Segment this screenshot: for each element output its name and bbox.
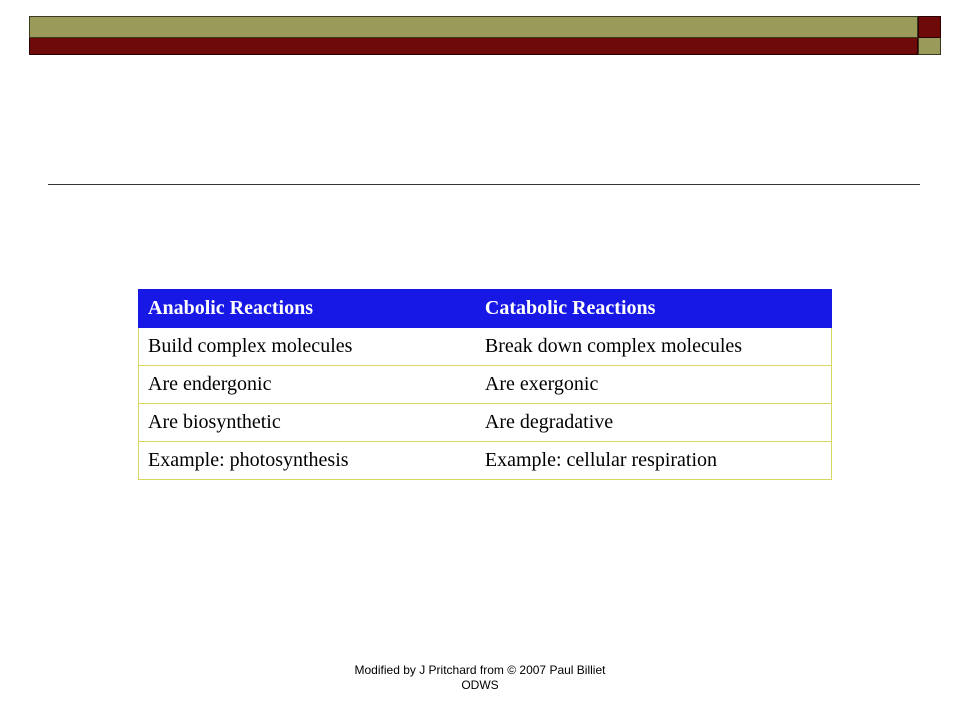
table-cell: Example: photosynthesis xyxy=(139,442,485,480)
table-row xyxy=(139,442,832,480)
table-header-cell: Catabolic Reactions xyxy=(485,290,832,328)
table-header-row xyxy=(139,290,832,328)
slide-footer xyxy=(0,663,960,693)
table-row xyxy=(139,366,832,404)
table-cell: Build complex molecules xyxy=(139,328,485,366)
footer-organization-line: ODWS xyxy=(461,678,499,692)
table-cell: Are endergonic xyxy=(139,366,485,404)
corner-square-maroon xyxy=(918,16,941,38)
footer-credit-line: Modified by J Pritchard from © 2007 Paul Billiet xyxy=(354,663,606,677)
table-cell: Are degradative xyxy=(485,404,832,442)
title-bar-olive xyxy=(29,16,918,38)
table-header-cell: Anabolic Reactions xyxy=(139,290,485,328)
table-row xyxy=(139,328,832,366)
table-cell: Are exergonic xyxy=(485,366,832,404)
title-bar-maroon xyxy=(29,38,918,55)
corner-square-olive xyxy=(918,38,941,55)
table-cell: Example: cellular respiration xyxy=(485,442,832,480)
table-cell: Are biosynthetic xyxy=(139,404,485,442)
table-cell: Break down complex molecules xyxy=(485,328,832,366)
title-divider-line xyxy=(48,184,920,185)
table-row xyxy=(139,404,832,442)
reactions-comparison-table xyxy=(138,289,832,480)
